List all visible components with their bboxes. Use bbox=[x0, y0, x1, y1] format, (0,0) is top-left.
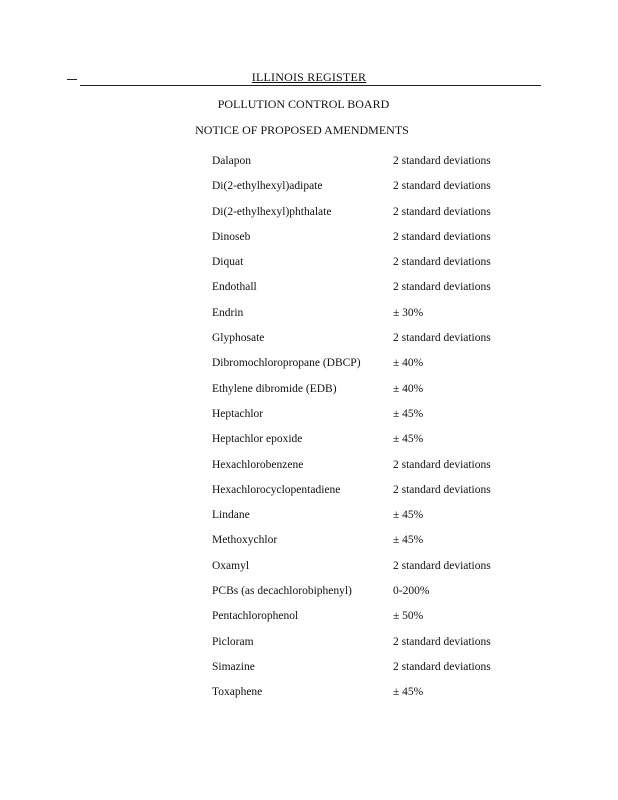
table-row bbox=[0, 281, 618, 306]
acceptance-limit: 2 standard deviations bbox=[393, 483, 491, 496]
acceptance-limit: 2 standard deviations bbox=[393, 660, 491, 673]
table-row bbox=[0, 459, 618, 484]
acceptance-limit: 2 standard deviations bbox=[393, 559, 491, 572]
table-row bbox=[0, 256, 618, 281]
contaminant-name: Endrin bbox=[212, 306, 244, 319]
table-row bbox=[0, 433, 618, 458]
table-row bbox=[0, 686, 618, 711]
contaminant-name: Heptachlor epoxide bbox=[212, 433, 303, 446]
acceptance-limit: ± 45% bbox=[393, 407, 424, 420]
acceptance-limit: ± 40% bbox=[393, 382, 424, 395]
table-row bbox=[0, 610, 618, 635]
contaminant-name: Diquat bbox=[212, 256, 244, 269]
acceptance-limit: ± 45% bbox=[393, 433, 424, 446]
table-row bbox=[0, 585, 618, 610]
contaminant-name: PCBs (as decachlorobiphenyl) bbox=[212, 585, 352, 598]
acceptance-limit: ± 30% bbox=[393, 306, 424, 319]
acceptance-limit: ± 50% bbox=[393, 610, 424, 623]
table-row bbox=[0, 560, 618, 585]
acceptance-limit: 2 standard deviations bbox=[393, 256, 491, 269]
table-row bbox=[0, 484, 618, 509]
table-row bbox=[0, 332, 618, 357]
table-row bbox=[0, 383, 618, 408]
contaminant-name: Dalapon bbox=[212, 155, 251, 167]
contaminant-name: Picloram bbox=[212, 635, 254, 648]
notice-title: NOTICE OF PROPOSED AMENDMENTS bbox=[195, 123, 409, 137]
contaminant-name: Di(2-ethylhexyl)phthalate bbox=[212, 205, 332, 218]
contaminant-name: Pentachlorophenol bbox=[212, 610, 299, 623]
table-row bbox=[0, 206, 618, 231]
acceptance-limit: 2 standard deviations bbox=[393, 155, 491, 167]
contaminant-name: Hexachlorocyclopentadiene bbox=[212, 483, 341, 496]
contaminant-name: Heptachlor bbox=[212, 407, 264, 420]
table-row bbox=[0, 357, 618, 382]
acceptance-limit: 2 standard deviations bbox=[393, 332, 491, 345]
table-row bbox=[0, 534, 618, 559]
table-row bbox=[0, 231, 618, 256]
acceptance-limit: 0-200% bbox=[393, 585, 430, 598]
table-row bbox=[0, 509, 618, 534]
contaminant-name: Ethylene dibromide (EDB) bbox=[212, 382, 337, 395]
acceptance-limit: ± 40% bbox=[393, 357, 424, 370]
acceptance-limit: 2 standard deviations bbox=[393, 281, 491, 294]
acceptance-limit: 2 standard deviations bbox=[393, 230, 491, 243]
contaminant-name: Endothall bbox=[212, 281, 257, 294]
table-row bbox=[0, 408, 618, 433]
contaminant-name: Lindane bbox=[212, 509, 250, 522]
register-title: ILLINOIS REGISTER bbox=[251, 70, 367, 84]
board-title: POLLUTION CONTROL BOARD bbox=[217, 97, 390, 111]
acceptance-limit: 2 standard deviations bbox=[393, 205, 491, 218]
contaminant-name: Hexachlorobenzene bbox=[212, 458, 304, 471]
table-row bbox=[0, 307, 618, 332]
contaminant-name: Glyphosate bbox=[212, 332, 265, 345]
acceptance-limit: 2 standard deviations bbox=[393, 458, 491, 471]
table-row bbox=[0, 661, 618, 686]
acceptance-limit: ± 45% bbox=[393, 509, 424, 522]
acceptance-limit: ± 45% bbox=[393, 534, 424, 547]
table-row bbox=[0, 636, 618, 661]
table-row bbox=[0, 180, 618, 205]
contaminant-name: Di(2-ethylhexyl)adipate bbox=[212, 180, 323, 193]
contaminant-name: Dinoseb bbox=[212, 230, 251, 243]
acceptance-limit: 2 standard deviations bbox=[393, 635, 491, 648]
acceptance-limit: ± 45% bbox=[393, 686, 424, 699]
contaminant-name: Toxaphene bbox=[212, 686, 263, 699]
header-rule bbox=[80, 85, 541, 86]
acceptance-limit: 2 standard deviations bbox=[393, 180, 491, 193]
contaminant-table bbox=[0, 155, 618, 712]
contaminant-name: Methoxychlor bbox=[212, 534, 278, 547]
contaminant-name: Dibromochloropropane (DBCP) bbox=[212, 357, 361, 370]
contaminant-name: Oxamyl bbox=[212, 559, 250, 572]
contaminant-name: Simazine bbox=[212, 660, 255, 673]
table-row bbox=[0, 155, 618, 180]
